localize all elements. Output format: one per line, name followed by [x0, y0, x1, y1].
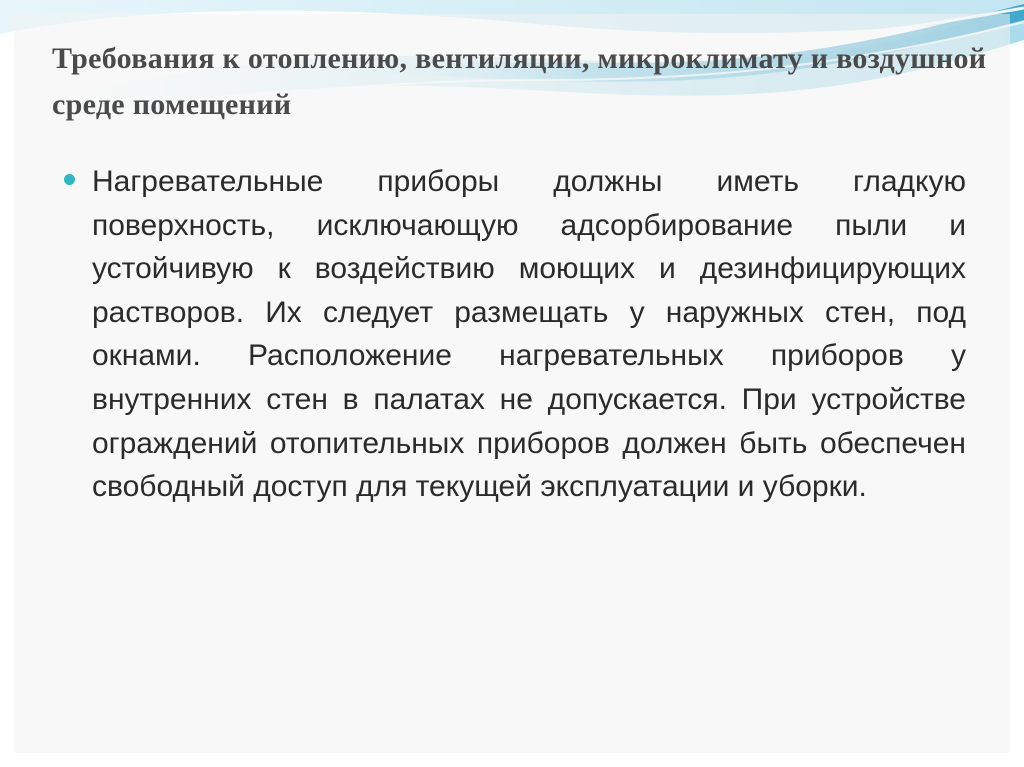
list-item [64, 160, 966, 509]
bullet-text: Нагревательные приборы должны иметь гладкую поверхность, исключающую адсорбирование пыли и устойчивую к воздействию моющих и дезинфицирующих растворов. Их следует размещать у наружных стен, под окнами. Расположение нагревательных приборов у внутренних стен в палатах не допускается. При устройстве ограждений отопительных приборов должен быть обеспечен свободный доступ для текущей эксплуатации и уборки. [92, 165, 966, 504]
bullet-list [64, 160, 966, 509]
slide-title: Требования к отоплению, вентиляции, микроклимату и воздушной среде помещений [52, 42, 987, 121]
bullet-dot-icon [64, 174, 75, 185]
